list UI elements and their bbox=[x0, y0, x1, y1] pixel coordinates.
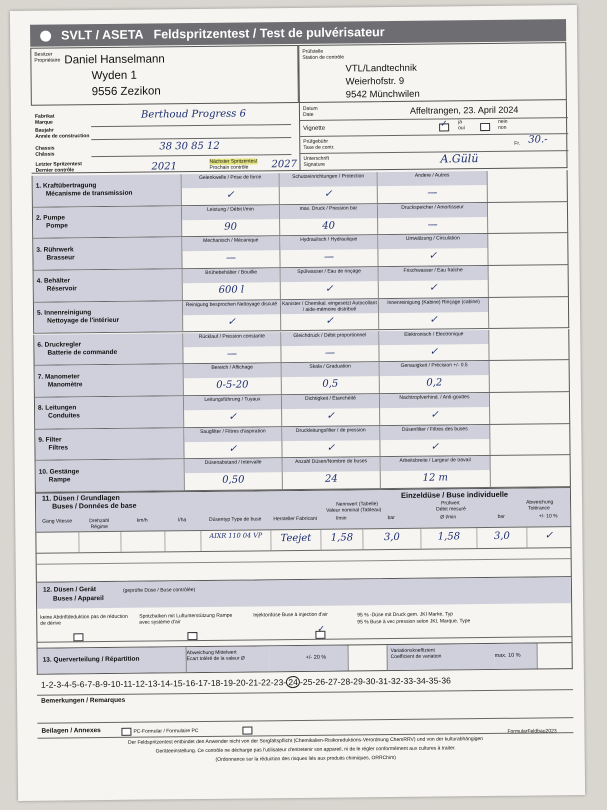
station-label-fr: Station de contrôle bbox=[302, 54, 345, 61]
header-title: SVLT / ASETA bbox=[61, 27, 144, 43]
s13-var-cell bbox=[387, 644, 495, 670]
section-title-de: Kraftübertragung bbox=[42, 182, 97, 190]
section-blank-cell bbox=[488, 265, 568, 297]
section-title-de: Gestänge bbox=[49, 467, 80, 476]
chassis-line bbox=[91, 154, 291, 157]
section-cell bbox=[379, 393, 489, 425]
section-value: ✓ bbox=[429, 282, 438, 294]
section-column-header: max. Druck / Pression bar bbox=[280, 204, 377, 219]
section-label bbox=[33, 238, 181, 270]
s13-value2-cell bbox=[537, 643, 572, 668]
chassis-value: 38 30 85 12 bbox=[159, 140, 220, 153]
section-blank-cell bbox=[487, 234, 567, 266]
section-column-header: Spülwasser / Eau de rinçage bbox=[281, 267, 378, 282]
section-column-header: Brühebehälter / Bouillie bbox=[183, 268, 280, 283]
section-label bbox=[33, 174, 181, 206]
s11-data-cell bbox=[120, 531, 164, 551]
section-column-header: Andere / Autres bbox=[378, 171, 487, 186]
section-value: ✓ bbox=[228, 443, 238, 455]
s11-title-fr: Buses / Données de base bbox=[52, 502, 137, 511]
annex-pc-option: PC-Formular / Formulaire PC bbox=[133, 728, 199, 735]
section-column-header: Mechanisch / Mécanique bbox=[182, 237, 279, 252]
section-column-header: Gleichdruck / Débit proportionnel bbox=[281, 331, 378, 346]
s12-note1: 95 % -Düse mit Druck gem. JKI Marke, Typ bbox=[357, 611, 454, 619]
fabrikat-label: Fabrikat bbox=[34, 113, 55, 120]
section-number: 3. bbox=[36, 246, 42, 254]
owner-city: 9556 Zezikon bbox=[91, 85, 161, 99]
section-label bbox=[35, 428, 183, 460]
s13-abw-fr: Ecart toléré de la valeur Ø bbox=[186, 655, 245, 663]
section-value: ✓ bbox=[325, 315, 334, 327]
svlt-logo-icon bbox=[40, 30, 51, 41]
station-box bbox=[298, 42, 567, 103]
station-label-de: Prüfstelle bbox=[302, 48, 324, 55]
s12-title-fr: Buses / Appareil bbox=[53, 595, 104, 603]
baujahr-line bbox=[91, 137, 291, 140]
section-value: — bbox=[323, 252, 335, 264]
section-number: 8. bbox=[38, 404, 44, 412]
section-column-header: Saugfilter / Filtres d'aspiration bbox=[184, 427, 281, 442]
s11-header-cell: km/h bbox=[136, 517, 148, 524]
letzter-value: 2021 bbox=[151, 161, 178, 173]
section-cell bbox=[377, 171, 487, 203]
number-line-before: 1-2-3-4-5-6-7-8-9-10-11-12-13-14-15-16-17-18-19-20-21-22-23- bbox=[40, 677, 287, 690]
section-cell bbox=[181, 237, 279, 269]
section-cell bbox=[378, 298, 488, 330]
s11-empty-row-line bbox=[37, 558, 571, 565]
section-value: ✓ bbox=[324, 188, 333, 200]
gebuehr-label: Prüfgebühr bbox=[303, 138, 329, 145]
fee-divider bbox=[300, 150, 568, 154]
section-column-header: Leistung / Débit l/min bbox=[182, 205, 279, 220]
section-title-de: Manometer bbox=[44, 372, 80, 381]
section-13 bbox=[37, 643, 573, 675]
prochain-label: Prochain contrôle bbox=[209, 164, 249, 171]
section-title-fr: Rampe bbox=[48, 476, 71, 484]
s11-data-row bbox=[36, 526, 570, 554]
section-cell bbox=[279, 204, 377, 236]
section-title-fr: Réservoir bbox=[46, 285, 77, 294]
section-value: 12 m bbox=[422, 472, 449, 484]
section-cell bbox=[182, 300, 280, 332]
section-cell bbox=[281, 426, 379, 458]
signature-label: Signature bbox=[303, 161, 325, 168]
section-cell bbox=[378, 266, 488, 298]
chassis-label: Chassis bbox=[35, 145, 55, 152]
section-column-header: Gelenkwelle / Prise de force bbox=[182, 173, 279, 188]
section-column-header: Kanister / Chemikal. eingesetzt Autocollant / aide-mémoire distribué bbox=[282, 299, 377, 313]
section-blank-cell bbox=[490, 455, 570, 487]
right-info bbox=[299, 100, 568, 171]
s13-value1-cell bbox=[348, 645, 387, 670]
section-value: — bbox=[324, 347, 336, 359]
datum-label: Datum bbox=[302, 105, 318, 112]
footer-line-1: Der Feldspritzentest entbindet den Anwender nicht von der Sorgfaltspflicht (Chemikalien-Risikoreduktions-Verordnung ChemRRV) und von der kulturabhängigen bbox=[127, 736, 484, 746]
vignette-no-checkbox[interactable] bbox=[480, 123, 490, 131]
section-column-header: Skala / Graduation bbox=[282, 362, 379, 377]
owner-street: Wyden 1 bbox=[91, 69, 137, 83]
section-label bbox=[34, 301, 182, 333]
section-number: 1. bbox=[35, 183, 42, 191]
section-value: ✓ bbox=[227, 316, 236, 328]
section-number: 6. bbox=[37, 341, 43, 349]
section-value: ✓ bbox=[228, 411, 237, 423]
section-cell bbox=[181, 173, 279, 205]
baujahr-label: Baujahr bbox=[35, 127, 54, 134]
s11-header-cell: l/min bbox=[335, 515, 347, 522]
section-title-fr: Mécanisme de transmission bbox=[45, 190, 133, 198]
vignette-label: Vignette bbox=[303, 125, 326, 132]
s11-header-cell: bar bbox=[387, 514, 395, 522]
annee-label: Année de construction bbox=[35, 133, 90, 140]
section-value: 600 l bbox=[218, 284, 245, 296]
s11-data-cell bbox=[36, 532, 78, 552]
section-column-header: Düsenfilter / Filtres des buses bbox=[380, 425, 489, 440]
s12-opt2-checkbox[interactable] bbox=[187, 632, 197, 640]
annex-other-checkbox[interactable] bbox=[242, 726, 252, 734]
s11-valeur: Valeur nominal (Tableau) bbox=[326, 507, 382, 514]
dernier-label: Dernier contrôle bbox=[35, 167, 75, 174]
section-label bbox=[33, 206, 181, 238]
section-title-de: Druckregler bbox=[44, 341, 82, 349]
s11-nennwert: Nennwert (Tabelle) bbox=[336, 501, 379, 508]
section-cell bbox=[380, 456, 490, 488]
section-column-header: Bereich / Affichage bbox=[184, 363, 281, 378]
s11-data-cell bbox=[78, 532, 120, 552]
section-cell bbox=[281, 394, 379, 426]
owner-box bbox=[30, 45, 299, 106]
s13-var-fr: Coefficient de variation bbox=[390, 653, 442, 661]
section-value: ✓ bbox=[430, 409, 439, 421]
section-column-header: Rücklauf / Pression constante bbox=[183, 332, 280, 347]
section-column-header: Hydraulisch / Hydraulique bbox=[280, 236, 377, 251]
ja-label: ja bbox=[458, 119, 463, 126]
section-cell bbox=[183, 395, 281, 427]
section-cell bbox=[378, 329, 488, 361]
section-blank-cell bbox=[487, 202, 567, 234]
header-subtitle: Feldspritzentest / Test de pulvérisateur bbox=[153, 25, 385, 42]
s11-data-cell: AIXR 110 04 VP bbox=[200, 530, 270, 551]
s12-bottom-line bbox=[37, 636, 571, 643]
section-value: 0,5 bbox=[322, 378, 339, 390]
section-blank-cell bbox=[488, 297, 568, 329]
taxe-label: Taxe de contr. bbox=[303, 144, 335, 151]
section-12 bbox=[36, 577, 573, 649]
fr-label: Fr. bbox=[514, 140, 521, 147]
s11-header-cell: Hersteller Fabricant bbox=[273, 515, 318, 523]
machine-info bbox=[31, 103, 300, 174]
s12-opt2: Spritzbalken mit Luftunterstützung Rampe avec système d'air bbox=[139, 612, 233, 626]
section-title-de: Rührwerk bbox=[43, 246, 74, 254]
section-cell bbox=[182, 268, 280, 300]
section-title-fr: Pompe bbox=[46, 222, 68, 230]
section-label bbox=[34, 269, 182, 301]
section-column-header: Düsenabstand / Intervalle bbox=[185, 458, 282, 473]
s11-data-cell: Teejet bbox=[270, 530, 320, 551]
footer-line-2: Geräteeinstellung. Ce contrôle ne décharge pas l'utilisateur d'entretenir son appareil, ni de le régler conformément aux cultures à traiter. bbox=[155, 745, 456, 755]
section-title-fr: Nettoyage de l'intérieur bbox=[47, 317, 120, 325]
section-cell bbox=[377, 203, 487, 235]
section-cell bbox=[281, 362, 379, 394]
s11-header-cell: +/- 10 % bbox=[538, 513, 558, 520]
annex-label: Beilagen / Annexes bbox=[41, 727, 101, 735]
section-title-fr: Brasseur bbox=[46, 254, 75, 262]
section-column-header: Dichtigkeit / Étanchéité bbox=[282, 394, 379, 409]
section-cell bbox=[377, 234, 487, 266]
date-value: Affeltrangen, 23. April 2024 bbox=[409, 104, 519, 116]
s13-abw-cell bbox=[186, 646, 270, 672]
number-line bbox=[41, 674, 451, 690]
s11-data-cell: ✓ bbox=[526, 527, 570, 547]
section-value: — bbox=[427, 219, 438, 231]
section-number: 4. bbox=[36, 278, 43, 286]
section-12-header bbox=[37, 577, 571, 609]
s11-pruefwert: Prüfwert bbox=[441, 500, 460, 507]
s11-header-cell: Ø l/min bbox=[440, 514, 457, 521]
section-value: — bbox=[427, 187, 438, 199]
section-blank-cell bbox=[489, 424, 569, 456]
s12-title: 12. Düsen / Gerät bbox=[42, 586, 97, 594]
section-value: — bbox=[226, 348, 238, 360]
station-city: 9542 Münchwilen bbox=[345, 88, 420, 101]
section-cell bbox=[280, 267, 378, 299]
s11-tolerance: Tolérance bbox=[528, 505, 550, 512]
section-cell bbox=[181, 205, 279, 237]
date-label: Date bbox=[302, 111, 314, 118]
section-blank-cell bbox=[489, 392, 569, 424]
section-value: 90 bbox=[224, 221, 238, 233]
nein-label: nein bbox=[498, 118, 508, 125]
s11-header-cell: bar bbox=[497, 513, 505, 520]
section-title-fr: Batterie de commande bbox=[47, 348, 118, 357]
section-blank-cell bbox=[489, 360, 569, 392]
section-column-header: Arbeitsbreite / Largeur de travail bbox=[381, 456, 490, 471]
section-cell bbox=[182, 332, 280, 364]
s11-header-cell: Düsentyp Type de buse bbox=[208, 516, 262, 523]
s11-data-cell: 1,58 bbox=[320, 529, 362, 549]
section-value: ✓ bbox=[429, 346, 439, 358]
section-value: 0,50 bbox=[222, 474, 245, 487]
section-column-header: Schutzeinrichtungen / Protection bbox=[280, 172, 377, 187]
section-title-fr: Manomètre bbox=[47, 380, 83, 389]
section-column-header: Nachtropfverhind. / Anti-gouttes bbox=[380, 393, 489, 408]
section-label bbox=[34, 333, 182, 365]
section-value: ✓ bbox=[429, 314, 438, 326]
section-value: ✓ bbox=[325, 283, 334, 295]
section-column-header: Umwälzung / Circulation bbox=[378, 234, 487, 249]
s12-opt3-checkmark-icon: ✓ bbox=[317, 623, 325, 634]
number-line-after: -25-26-27-28-29-30-31-32-33-34-35-36 bbox=[299, 675, 452, 687]
fabrikat-value: Berthoud Progress 6 bbox=[140, 108, 247, 121]
station-name: VTL/Landtechnik bbox=[345, 62, 417, 75]
section-column-header: Anzahl Düsen/Nombre de buses bbox=[283, 457, 380, 472]
oui-label: oui bbox=[458, 125, 465, 132]
section-cell bbox=[184, 458, 282, 490]
section-column-header: Druckspeicher / Amortisseur bbox=[378, 203, 487, 218]
chassis-fr-label: Châssis bbox=[35, 151, 55, 158]
section-blank-cell bbox=[488, 329, 568, 361]
s11-right-title: Einzeldüse / Buse individuelle bbox=[400, 489, 509, 500]
s11-title-de: 11. Düsen / Grundlagen bbox=[41, 494, 120, 503]
section-number: 5. bbox=[37, 309, 43, 317]
s12-hint: (geprüfte Düse / Buse contrôlée) bbox=[122, 587, 196, 594]
test-form-sheet bbox=[10, 5, 585, 801]
s12-opt1-checkbox[interactable] bbox=[73, 633, 83, 641]
s11-data-cell: 3,0 bbox=[476, 528, 526, 549]
section-title-de: Pumpe bbox=[43, 214, 65, 222]
s11-data-cell: 1,58 bbox=[420, 528, 476, 549]
s13-abw-de: Abweichung Mittelwert bbox=[186, 649, 237, 657]
section-value: 0-5-20 bbox=[216, 379, 249, 392]
section-value: 40 bbox=[322, 220, 336, 232]
section-cell bbox=[183, 363, 281, 395]
section-label bbox=[35, 364, 183, 396]
station-street: Weierhofstr. 9 bbox=[345, 75, 405, 88]
fabrikat-line bbox=[91, 124, 291, 127]
section-cell bbox=[282, 457, 380, 489]
section-value: ✓ bbox=[326, 410, 335, 422]
annex-pc-checkbox[interactable] bbox=[121, 728, 131, 736]
section-column-header: Genauigkeit / Précision +/- 0.5 bbox=[380, 361, 489, 376]
section-column-header: Reinigung besprochen Nettoyage discuté bbox=[183, 300, 280, 315]
section-label bbox=[36, 459, 184, 491]
section-title-de: Innenreinigung bbox=[44, 309, 92, 317]
fee-value: 30.- bbox=[528, 134, 548, 146]
section-number: 7. bbox=[37, 373, 44, 381]
section-cell bbox=[280, 331, 378, 363]
section-cell bbox=[279, 172, 377, 204]
s13-title: 13. Querverteilung / Répartition bbox=[38, 647, 186, 674]
section-label bbox=[35, 396, 183, 428]
section-column-header: Druckleitungsfilter / de pression bbox=[282, 426, 379, 441]
section-cell bbox=[279, 236, 377, 268]
section-column-header: Innenreinigung (Kabine) Rinçage (cabine) bbox=[379, 298, 488, 313]
s11-abweichung: Abweichung bbox=[526, 499, 554, 506]
footer bbox=[37, 732, 573, 765]
section-value: ✓ bbox=[326, 442, 336, 454]
form-id: FormularFeldbau2023 bbox=[507, 728, 557, 735]
non-label: non bbox=[498, 124, 507, 131]
s13-var-de: Variationskoeffizient bbox=[390, 647, 435, 655]
section-cell bbox=[280, 299, 378, 331]
s12-note2: 95 % Buse à vec pression selon JKI, Marque, Type bbox=[357, 618, 471, 626]
section-column-header: Frischwasser / Eau fraîche bbox=[379, 266, 488, 281]
s11-data-cell: 3,0 bbox=[362, 529, 420, 550]
owner-name: Daniel Hanselmann bbox=[64, 53, 165, 67]
section-title-de: Filter bbox=[45, 436, 62, 444]
section-title-fr: Filtres bbox=[48, 444, 69, 452]
s13-tol1: +/- 20 % bbox=[270, 645, 348, 671]
section-title-de: Behälter bbox=[43, 277, 70, 286]
owner-label-de: Besitzer bbox=[34, 51, 53, 58]
section-title-de: Leitungen bbox=[45, 404, 77, 412]
section-number: 9. bbox=[38, 436, 44, 444]
unterschrift-label: Unterschrift bbox=[303, 155, 330, 162]
date-divider bbox=[300, 117, 568, 121]
s12-opt1: keine Abdriftdeduktion pas de réduction de dérive bbox=[40, 613, 128, 627]
s11-debit: Débit mesuré bbox=[436, 506, 466, 513]
section-number: 2. bbox=[36, 214, 42, 222]
vignette-yes-checkmark-icon: ✓ bbox=[440, 118, 448, 129]
owner-label-fr: Propriétaire bbox=[34, 57, 61, 64]
section-value: 0,2 bbox=[426, 377, 443, 389]
s11-data-cell bbox=[164, 531, 200, 551]
section-title-fr: Conduites bbox=[48, 412, 80, 420]
s12-opt3: Injektordüse Buse à injection d'air bbox=[253, 611, 328, 619]
section-blank-cell bbox=[487, 170, 567, 202]
signature-value: A.Gülü bbox=[440, 152, 479, 166]
section-value: ✓ bbox=[430, 441, 440, 453]
section-cell bbox=[183, 427, 281, 459]
remarks-label: Bemerkungen / Remarques bbox=[41, 696, 126, 705]
naechster-label: Nächster Spritzentest bbox=[209, 158, 258, 165]
section-cell bbox=[379, 425, 489, 457]
letzter-label: Letzter Spritzentest bbox=[35, 161, 82, 168]
section-cell bbox=[379, 361, 489, 393]
number-line-circled: 24 bbox=[286, 676, 300, 688]
naechster-value: 2027 bbox=[271, 158, 298, 171]
section-value: ✓ bbox=[428, 250, 438, 263]
section-value: — bbox=[225, 253, 237, 265]
section-11 bbox=[35, 487, 572, 583]
section-column-header: Leitungsführung / Tuyaux bbox=[184, 395, 281, 410]
footer-line-3: (Ordonnance sur la réduction des risques liés aux produits chimiques, ORRChim) bbox=[215, 754, 396, 763]
section-number: 10. bbox=[38, 468, 48, 476]
section-column-header: Elektronisch / Electronique bbox=[379, 329, 488, 344]
s11-header-cell: l/ha bbox=[178, 517, 187, 524]
marque-label: Marque bbox=[35, 119, 53, 126]
s13-tol2: max. 10 % bbox=[495, 644, 537, 669]
section-value: 24 bbox=[324, 473, 338, 486]
s11-header-cell: Gang Vitesse bbox=[42, 518, 73, 525]
section-value: ✓ bbox=[226, 189, 235, 201]
s11-header-cell: Drehzahl Régime bbox=[89, 517, 110, 531]
